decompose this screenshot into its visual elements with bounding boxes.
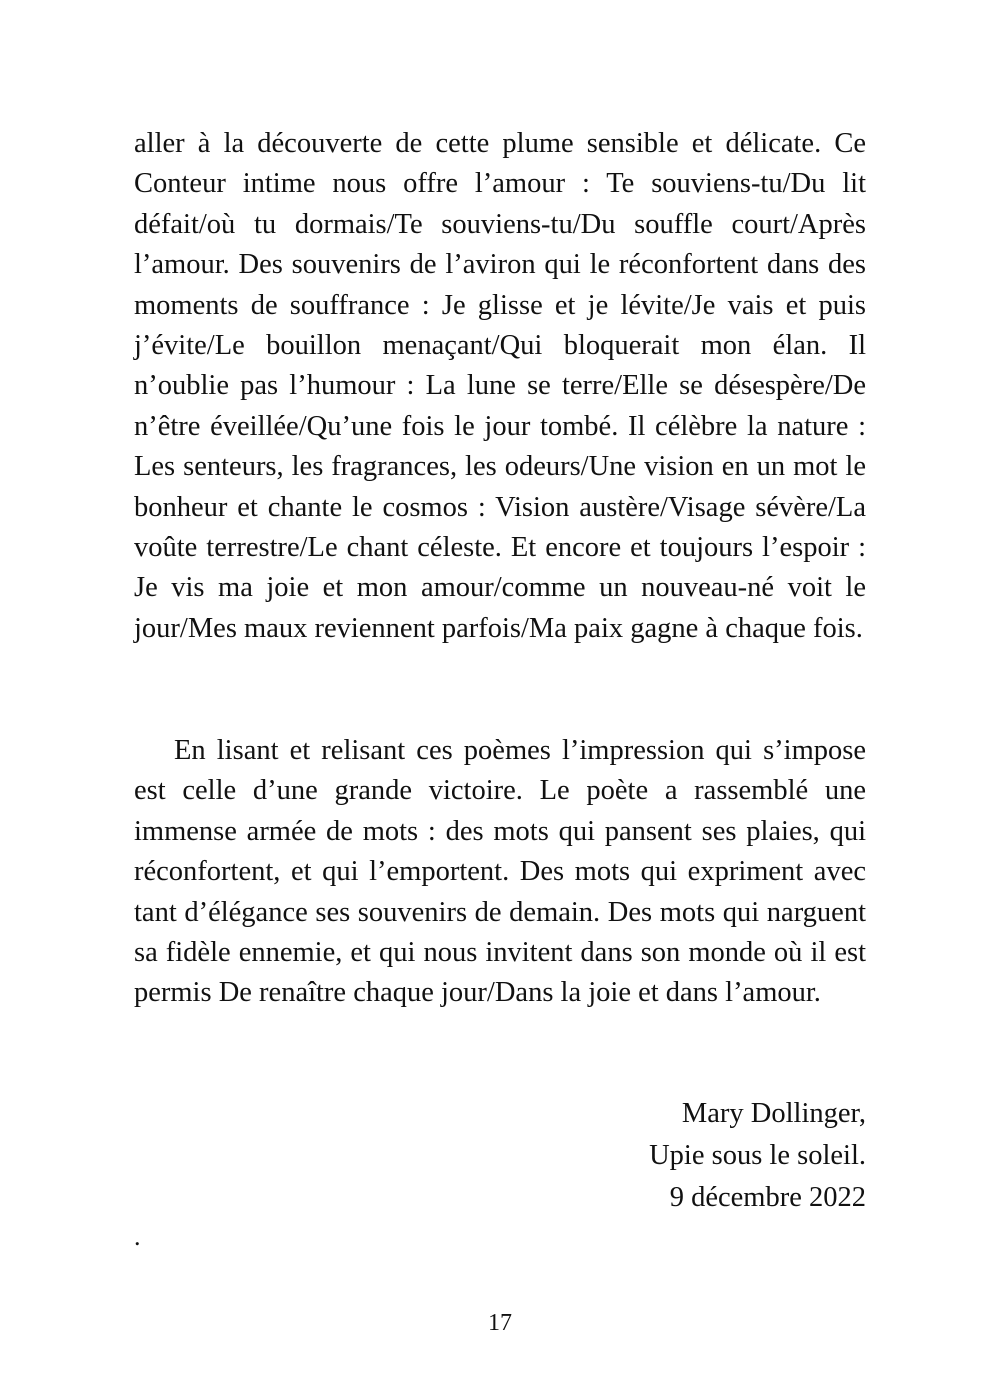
body-paragraph-2: En lisant et relisant ces poèmes l’impression qui s’impose est celle d’une grande victoire. Le poète a rassemblé une immense armée de mots : des mots qui pansent ses plaies, qui réconfortent, et qui l’emportent. Des mots qui expriment avec tant d’élégance ses souvenirs de demain. Des mots qui narguent sa fidèle ennemie, et qui nous invitent dans son monde où il est permis De renaître chaque jour/Dans la joie et dans l’amour. (134, 735, 866, 1009)
page-number: 17 (488, 1310, 512, 1336)
stray-period-mark: . (134, 1222, 141, 1251)
signature-date: 9 décembre 2022 (669, 1182, 866, 1213)
signature-name: Mary Dollinger, (681, 1098, 866, 1129)
signature-block (649, 1093, 866, 1219)
body-paragraph-1: aller à la découverte de cette plume sensible et délicate. Ce Conteur intime nous offre l’amour : Te souviens-tu/Du lit défait/où tu dormais/Te souviens-tu/Du souffle court/Après l’amour. Des souvenirs de l’aviron qui le réconfortent dans des moments de souffrance : Je glisse et je lévite/Je vais et puis j’évite/Le bouillon menaçant/Qui bloquerait mon élan. Il n’oublie pas l’humour : La lune se terre/Elle se désespère/De n’être éveillée/Qu’une fois le jour tombé. Il célèbre la nature : Les senteurs, les fragrances, les odeurs/Une vision en un mot le bonheur et chante le cosmos : Vision austère/Visage sévère/La voûte terrestre/Le chant céleste. Et encore et toujours l’espoir : Je vis ma joie et mon amour/comme un nouveau-né voit le jour/Mes maux reviennent parfois/Ma paix gagne à chaque fois. (134, 128, 866, 644)
signature-place: Upie sous le soleil. (649, 1140, 866, 1171)
